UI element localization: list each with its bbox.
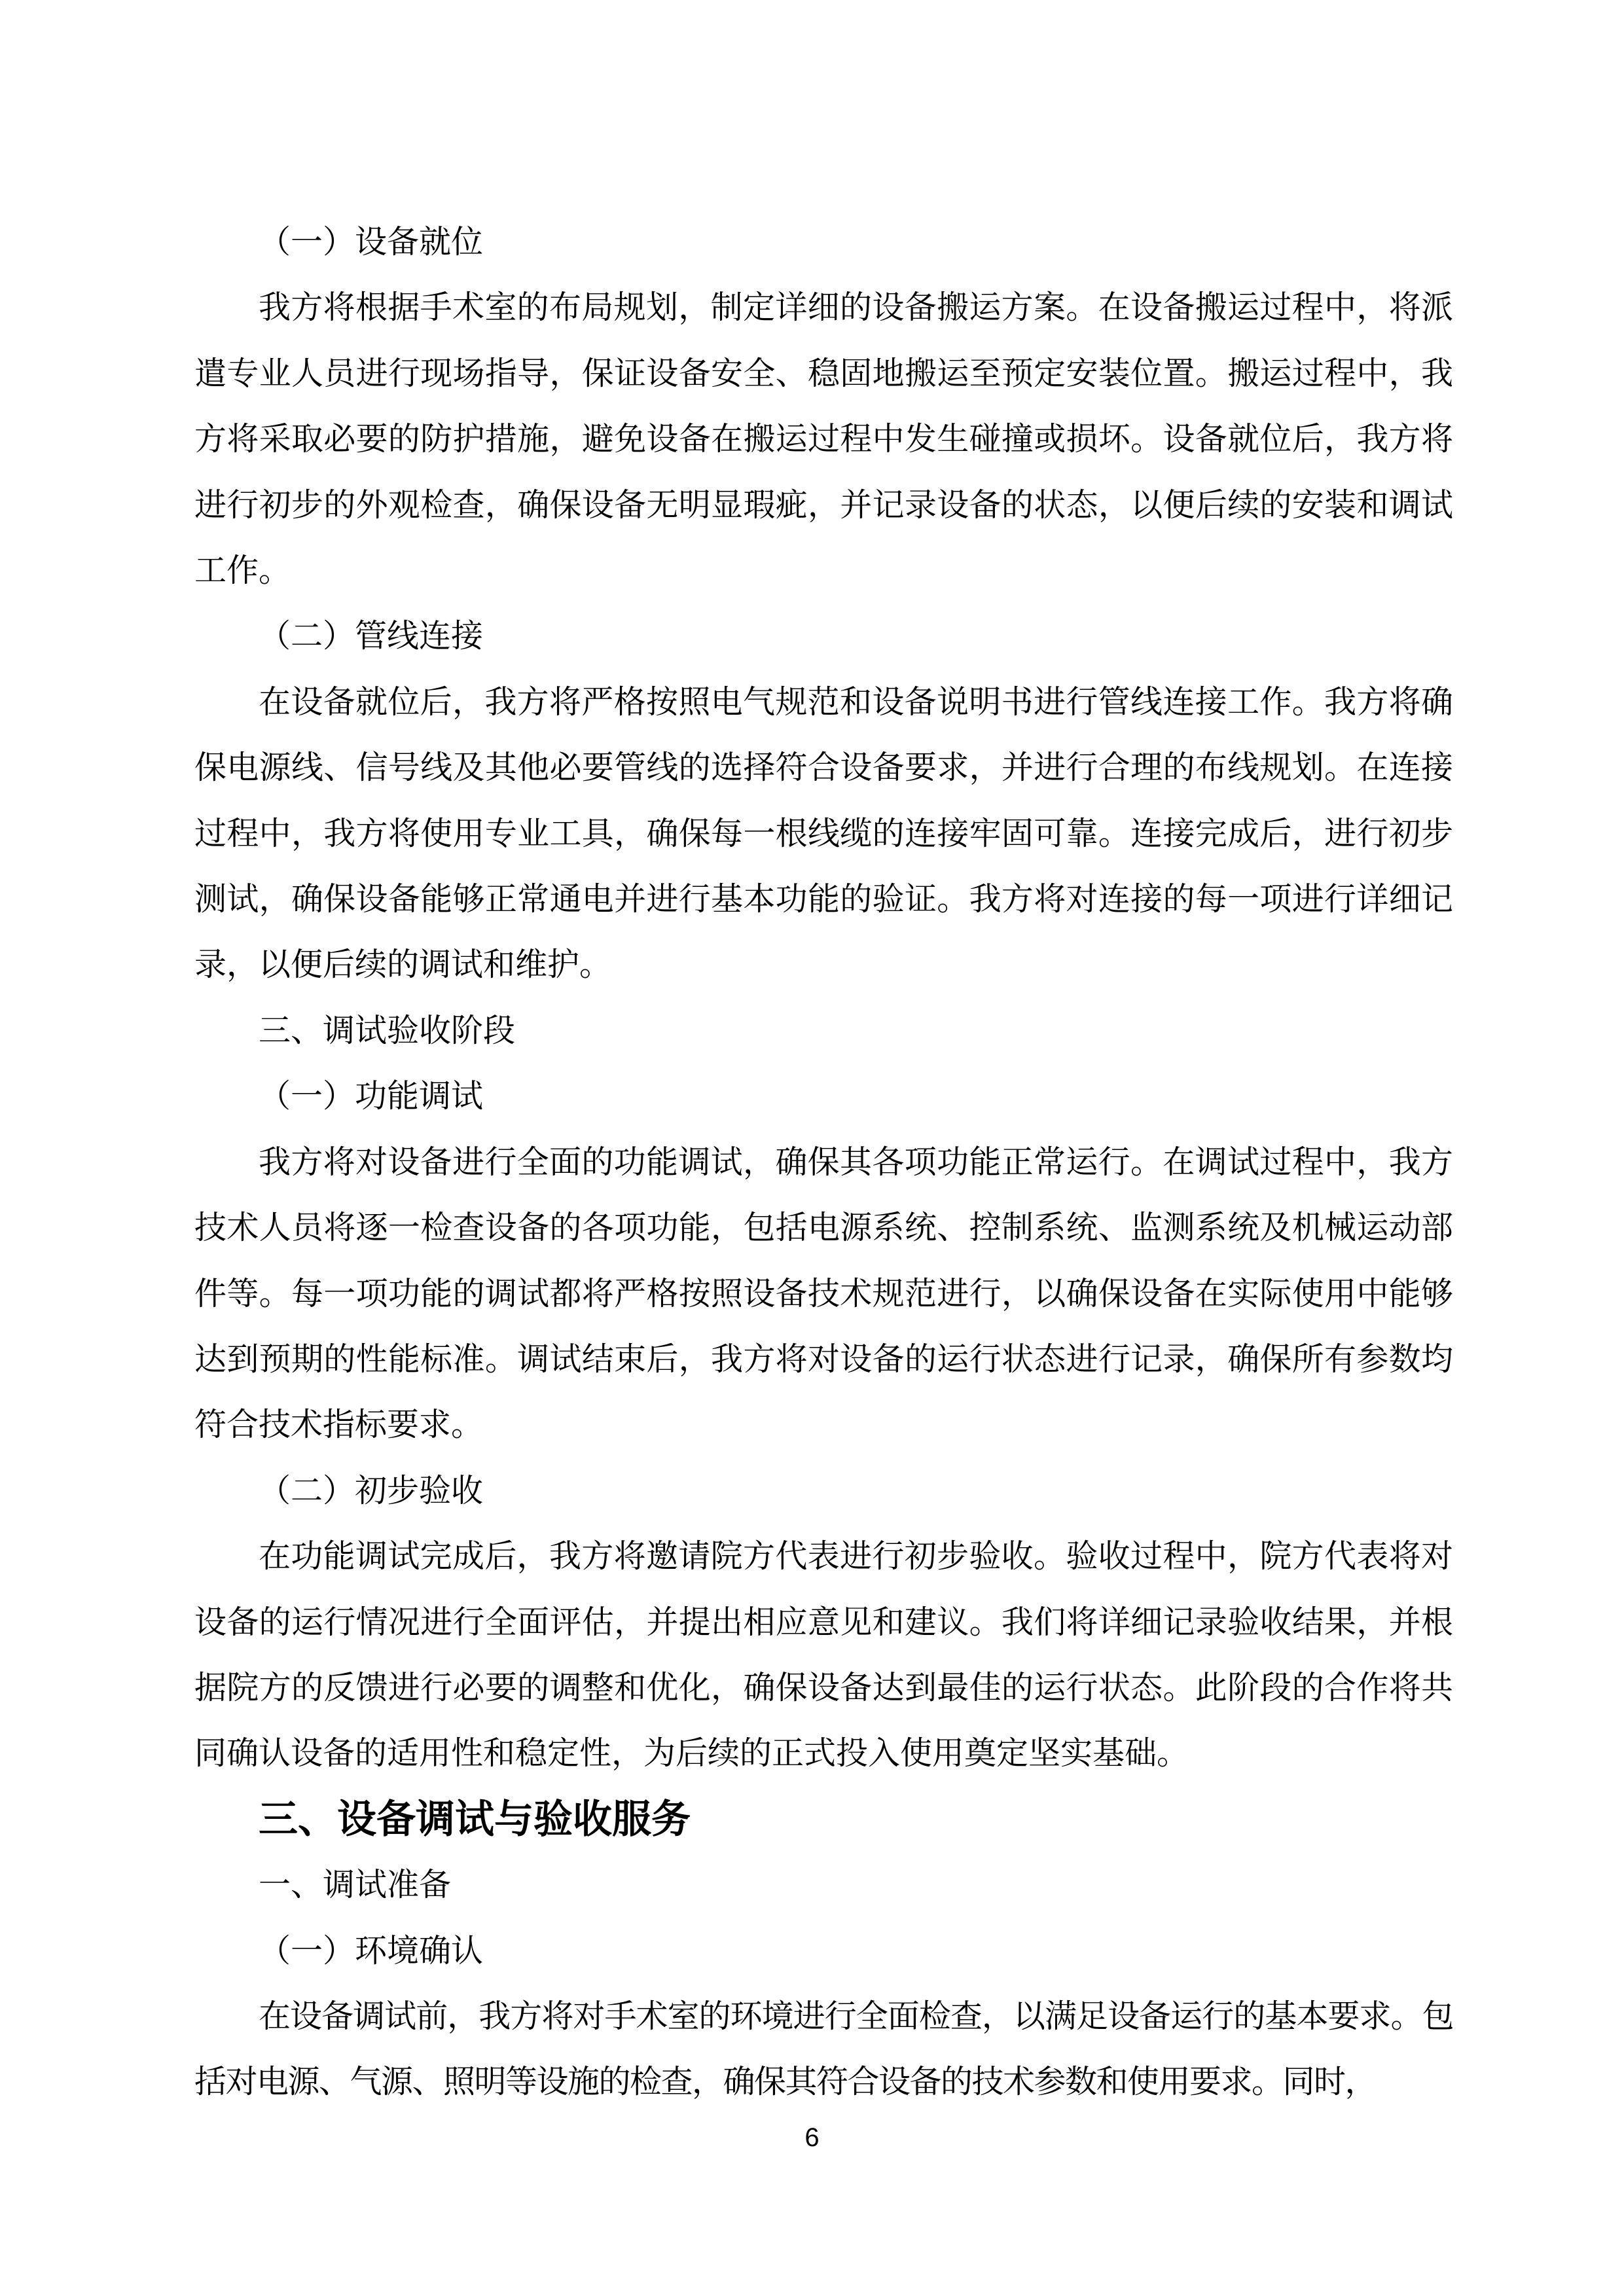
body-paragraph-equipment-positioning: 我方将根据手术室的布局规划，制定详细的设备搬运方案。在设备搬运过程中，将派遣专业人员进行现场指导，保证设备安全、稳固地搬运至预定安装位置。搬运过程中，我方将采取必要的防护措施，避免设备在搬运过程中发生碰撞或损坏。设备就位后，我方将进行初步的外观检查，确保设备无明显瑕疵，并记录设备的状态，以便后续的安装和调试工作。	[194, 289, 1453, 589]
subsection-heading-equipment-positioning: （一）设备就位	[259, 224, 484, 260]
document-body	[194, 209, 1453, 2115]
body-paragraph-function-commissioning: 我方将对设备进行全面的功能调试，确保其各项功能正常运行。在调试过程中，我方技术人员将逐一检查设备的各项功能，包括电源系统、控制系统、监测系统及机械运动部件等。每一项功能的调试都将严格按照设备技术规范进行，以确保设备在实际使用中能够达到预期的性能标准。调试结束后，我方将对设备的运行状态进行记录，确保所有参数均符合技术指标要求。	[194, 1143, 1453, 1443]
subchapter-heading-commissioning-acceptance-stage: 三、调试验收阶段	[259, 1012, 516, 1049]
subsection-heading-function-commissioning: （一）功能调试	[259, 1078, 484, 1115]
page-number: 6	[804, 2123, 820, 2152]
body-paragraph-pipeline-connection: 在设备就位后，我方将严格按照电气规范和设备说明书进行管线连接工作。我方将确保电源线、信号线及其他必要管线的选择符合设备要求，并进行合理的布线规划。在连接过程中，我方将使用专业工具，确保每一根线缆的连接牢固可靠。连接完成后，进行初步测试，确保设备能够正常通电并进行基本功能的验证。我方将对连接的每一项进行详细记录，以便后续的调试和维护。	[194, 683, 1453, 983]
subsection-heading-environment-confirmation: （一）环境确认	[259, 1932, 484, 1969]
subsection-heading-preliminary-acceptance: （二）初步验收	[259, 1472, 484, 1509]
section-heading-equipment-commissioning-acceptance-service: 三、设备调试与验收服务	[259, 1797, 691, 1841]
subsection-heading-pipeline-connection: （二）管线连接	[259, 618, 484, 655]
body-paragraph-environment-confirmation: 在设备调试前，我方将对手术室的环境进行全面检查，以满足设备运行的基本要求。包括对电源、气源、照明等设施的检查，确保其符合设备的技术参数和使用要求。同时，	[194, 1998, 1453, 2100]
body-paragraph-preliminary-acceptance: 在功能调试完成后，我方将邀请院方代表进行初步验收。验收过程中，院方代表将对设备的运行情况进行全面评估，并提出相应意见和建议。我们将详细记录验收结果，并根据院方的反馈进行必要的调整和优化，确保设备达到最佳的运行状态。此阶段的合作将共同确认设备的适用性和稳定性，为后续的正式投入使用奠定坚实基础。	[194, 1538, 1453, 1772]
page-footer	[0, 2122, 1624, 2153]
subchapter-heading-commissioning-preparation: 一、调试准备	[259, 1867, 452, 1903]
